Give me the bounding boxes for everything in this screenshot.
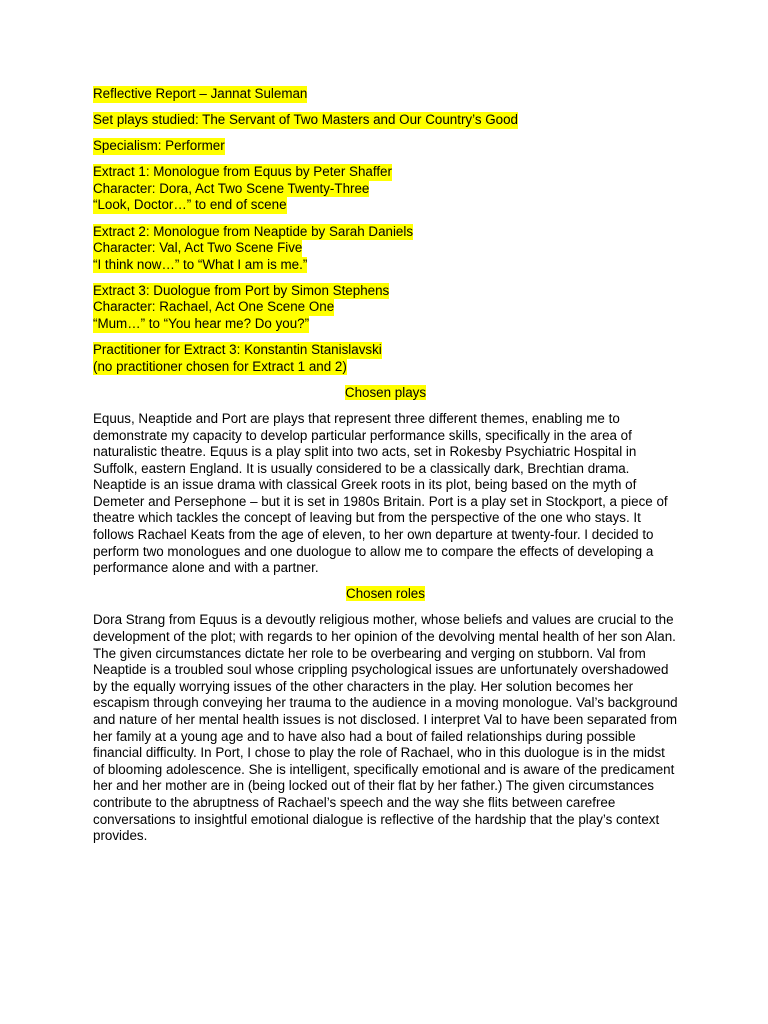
extract-1-block [93,164,678,214]
document-page [93,86,678,854]
report-title: Reflective Report – Jannat Suleman [93,86,308,101]
practitioner-block [93,342,678,375]
extract-character: Character: Rachael, Act One Scene One [93,299,335,315]
specialism-block [93,138,678,155]
extract-character: Character: Dora, Act Two Scene Twenty-Three [93,180,370,196]
report-title-block [93,86,678,103]
extract-character: Character: Val, Act Two Scene Five [93,240,303,256]
extract-title: Extract 3: Duologue from Port by Simon Stephens [93,282,390,298]
practitioner-line: Practitioner for Extract 3: Konstantin Stanislavski [93,342,382,358]
section-heading-chosen-roles [93,586,678,603]
extract-lines: “Look, Doctor…” to end of scene [93,197,287,213]
extract-3-block [93,283,678,333]
section-body-chosen-plays: Equus, Neaptide and Port are plays that represent three different themes, enabling me to demonstrate my capacity to develop particular performance skills, specifically in the area of naturalistic theatre. Equus is a play split into two acts, set in Rokesby Psychiatric Hospital in Suffolk, eastern England. It is usually considered to be a classically dark, Brechtian drama. Neaptide is an issue drama with classical Greek roots in its plot, being based on the myth of Demeter and Persephone – but it is set in 1980s Britain. Port is a play set in Stockport, a piece of theatre which tackles the concept of leaving but from the perspective of the one who stays. It follows Rachael Keats from the age of eleven, to her own departure at twenty-four. I decided to perform two monologues and one duologue to allow me to compare the effects of developing a performance alone and with a partner. [93,410,668,576]
section-heading-text: Chosen roles [346,586,425,602]
set-plays-block [93,112,678,129]
specialism-line: Specialism: Performer [93,138,225,154]
section-heading-chosen-plays [93,385,678,402]
section-body-chosen-roles: Dora Strang from Equus is a devoutly religious mother, whose beliefs and values are crucial to the development of the plot; with regards to her opinion of the devolving mental health of her son Alan. The given circumstances dictate her role to be overbearing and verging on stubborn. Val from Neaptide is a troubled soul whose crippling psychological issues are unfortunately overshadowed by the equally worrying issues of the other characters in the play. Her solution becomes her escapism through conveying her trauma to the audience in a moving monologue. Val’s background and nature of her mental health issues is not disclosed. I interpret Val to have been separated from her family at a young age and to have also had a bout of failed relationships during possible financial difficulty. In Port, I chose to play the role of Rachael, who in this duologue is in the midst of blooming adolescence. She is intelligent, specifically emotional and is aware of the predicament her and her mother are in (being locked out of their flat by her father.) The given circumstances contribute to the abruptness of Rachael’s speech and the way she flits between carefree conversations to insightful emotional dialogue is reflective of the hardship that the play’s context provides. [93,612,678,844]
extract-title: Extract 2: Monologue from Neaptide by Sarah Daniels [93,223,414,239]
extract-lines: “I think now…” to “What I am is me.” [93,256,308,272]
section-heading-text: Chosen plays [344,384,427,400]
practitioner-note: (no practitioner chosen for Extract 1 and 2) [93,358,347,374]
extract-title: Extract 1: Monologue from Equus by Peter Shaffer [93,164,392,180]
set-plays-line: Set plays studied: The Servant of Two Masters and Our Country’s Good [93,112,519,128]
extract-2-block [93,224,678,274]
extract-lines: “Mum…” to “You hear me? Do you?” [93,316,310,332]
